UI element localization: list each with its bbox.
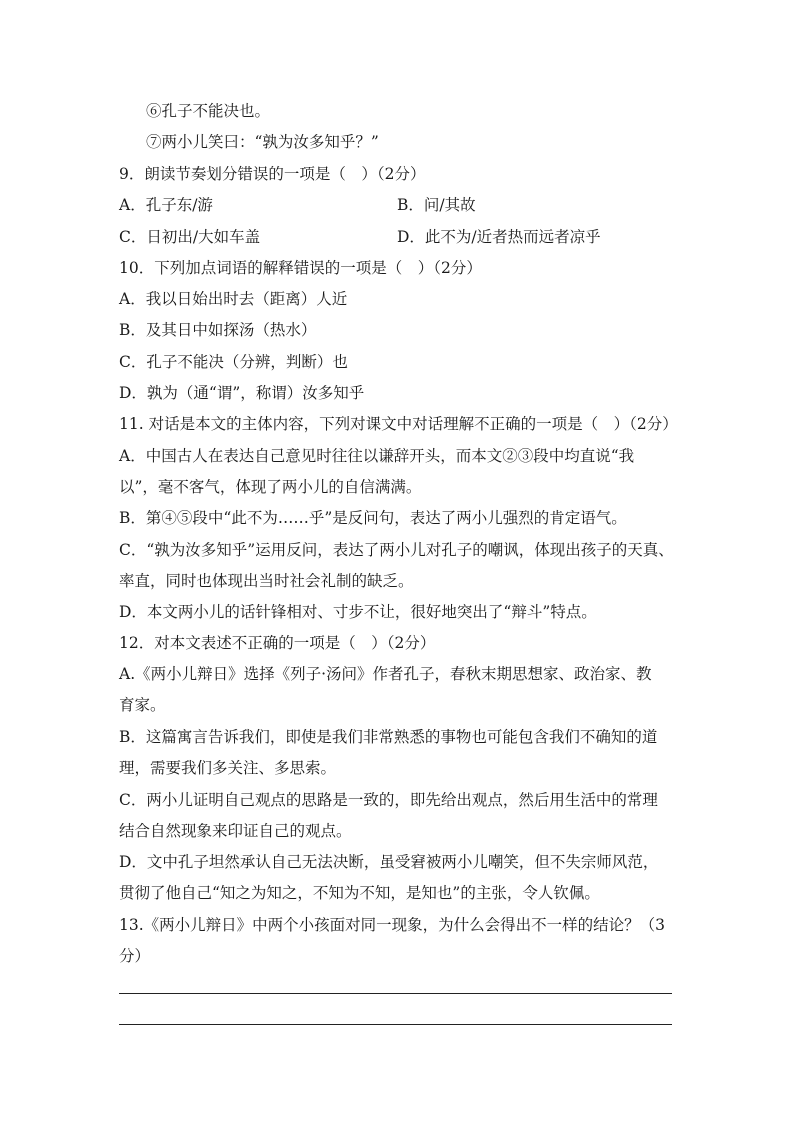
option-c: C．“孰为汝多知乎”运用反问，表达了两小儿对孔子的嘲讽，体现出孩子的天真、 [119,541,674,559]
option-a-cont: 以”，毫不客气，体现了两小儿的自信满满。 [119,478,422,496]
option-a: A．孔子东/游 [119,196,213,214]
option-c: C．日初出/大如车盖 [119,228,261,246]
option-d: D．孰为（通“谓”，称谓）汝多知乎 [119,384,365,402]
question-13: 13.《两小儿辩日》中两个小孩面对同一现象，为什么会得出不一样的结论？（3 [119,916,666,934]
option-c-cont: 率直，同时也体现出当时社会礼制的缺乏。 [119,572,414,590]
answer-line[interactable] [119,1024,672,1025]
question-11: 11. 对话是本文的主体内容，下列对课文中对话理解不正确的一项是（ ）（2分） [119,415,678,433]
question-13-cont: 分） [119,947,151,965]
option-b: B．问/其故 [397,196,476,214]
option-b-cont: 理，需要我们多关注、多思索。 [119,759,337,777]
question-9: 9．朗读节奏划分错误的一项是（ ）（2分） [119,165,426,183]
option-a-cont: 育家。 [119,696,166,714]
option-a: A．我以日始出时去（距离）人近 [119,290,348,308]
option-b: B．这篇寓言告诉我们，即使是我们非常熟悉的事物也可能包含我们不确知的道 [119,728,658,746]
option-c-cont: 结合自然现象来印证自己的观点。 [119,822,352,840]
option-a: A．中国古人在表达自己意见时往往以谦辞开头，而本文②③段中均直说“我 [119,447,635,465]
text-line: ⑥孔子不能决也。 [146,102,271,120]
answer-line[interactable] [119,993,672,994]
option-d-cont: 贯彻了他自己“知之为知之，不知为不知，是知也”的主张，令人钦佩。 [119,884,600,902]
option-c: C．孔子不能决（分辨，判断）也 [119,353,348,371]
text-line: ⑦两小儿笑曰：“孰为汝多知乎？” [146,133,379,151]
option-a: A.《两小儿辩日》选择《列子·汤问》作者孔子，春秋末期思想家、政治家、教 [119,665,652,683]
question-12: 12．对本文表述不正确的一项是（ ）（2分） [119,634,436,652]
option-d: D．文中孔子坦然承认自己无法决断，虽受窘被两小儿嘲笑，但不失宗师风范， [119,853,659,871]
option-row [119,227,679,247]
option-b: B．及其日中如探汤（热水） [119,321,317,339]
option-c: C．两小儿证明自己观点的思路是一致的，即先给出观点，然后用生活中的常理 [119,791,658,809]
question-10: 10．下列加点词语的解释错误的一项是（ ）（2分） [119,259,482,277]
option-b: B．第④⑤段中“此不为……乎”是反问句，表达了两小儿强烈的肯定语气。 [119,509,627,527]
option-d: D．此不为/近者热而远者凉乎 [397,228,601,246]
option-d: D．本文两小儿的话针锋相对、寸步不让，很好地突出了“辩斗”特点。 [119,603,597,621]
option-row [119,195,679,215]
